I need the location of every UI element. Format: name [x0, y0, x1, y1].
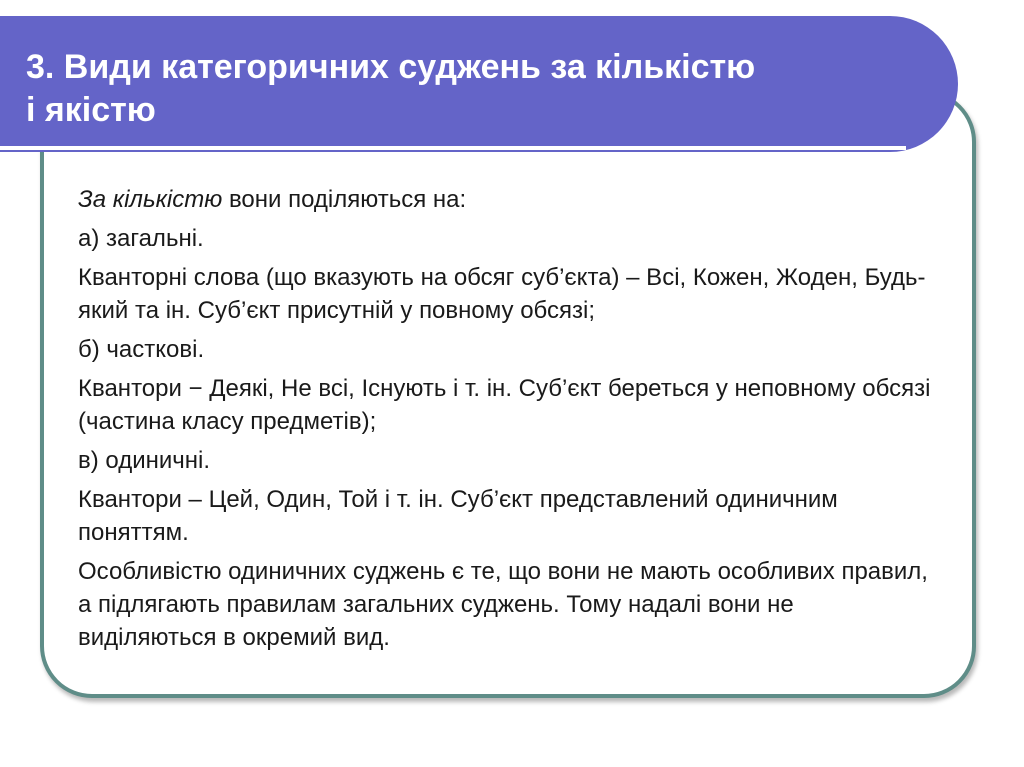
- item-partial-description: Квантори − Деякі, Не всі, Існують і т. ін. Суб’єкт береться у неповному обсязі (частина класу предметів);: [78, 375, 931, 435]
- item-singular-heading: в) одиничні.: [78, 447, 211, 474]
- slide-body: [78, 183, 938, 660]
- intro-emphasis: За кількістю: [78, 186, 223, 213]
- item-partial-heading: б) часткові.: [78, 336, 205, 363]
- item-singular-description: Квантори – Цей, Один, Той і т. ін. Суб’єкт представлений одиничним поняттям.: [78, 486, 838, 546]
- item-general-heading: а) загальні.: [78, 225, 204, 252]
- slide-title: 3. Види категоричних суджень за кількістю і якістю: [26, 48, 756, 129]
- intro-paragraph: [78, 183, 938, 216]
- singular-note-paragraph: Особливістю одиничних суджень є те, що вони не мають особливих правил, а підлягають правилам загальних суджень. Тому надалі вони не виділяються в окремий вид.: [78, 558, 928, 651]
- intro-text: вони поділяються на:: [222, 186, 467, 213]
- title-band: [0, 16, 958, 152]
- item-general-description: Кванторні слова (що вказують на обсяг суб’єкта) – Всі, Кожен, Жоден, Будь-який та ін. Суб’єкт присутній у повному обсязі;: [78, 264, 926, 324]
- title-underline: [0, 146, 906, 150]
